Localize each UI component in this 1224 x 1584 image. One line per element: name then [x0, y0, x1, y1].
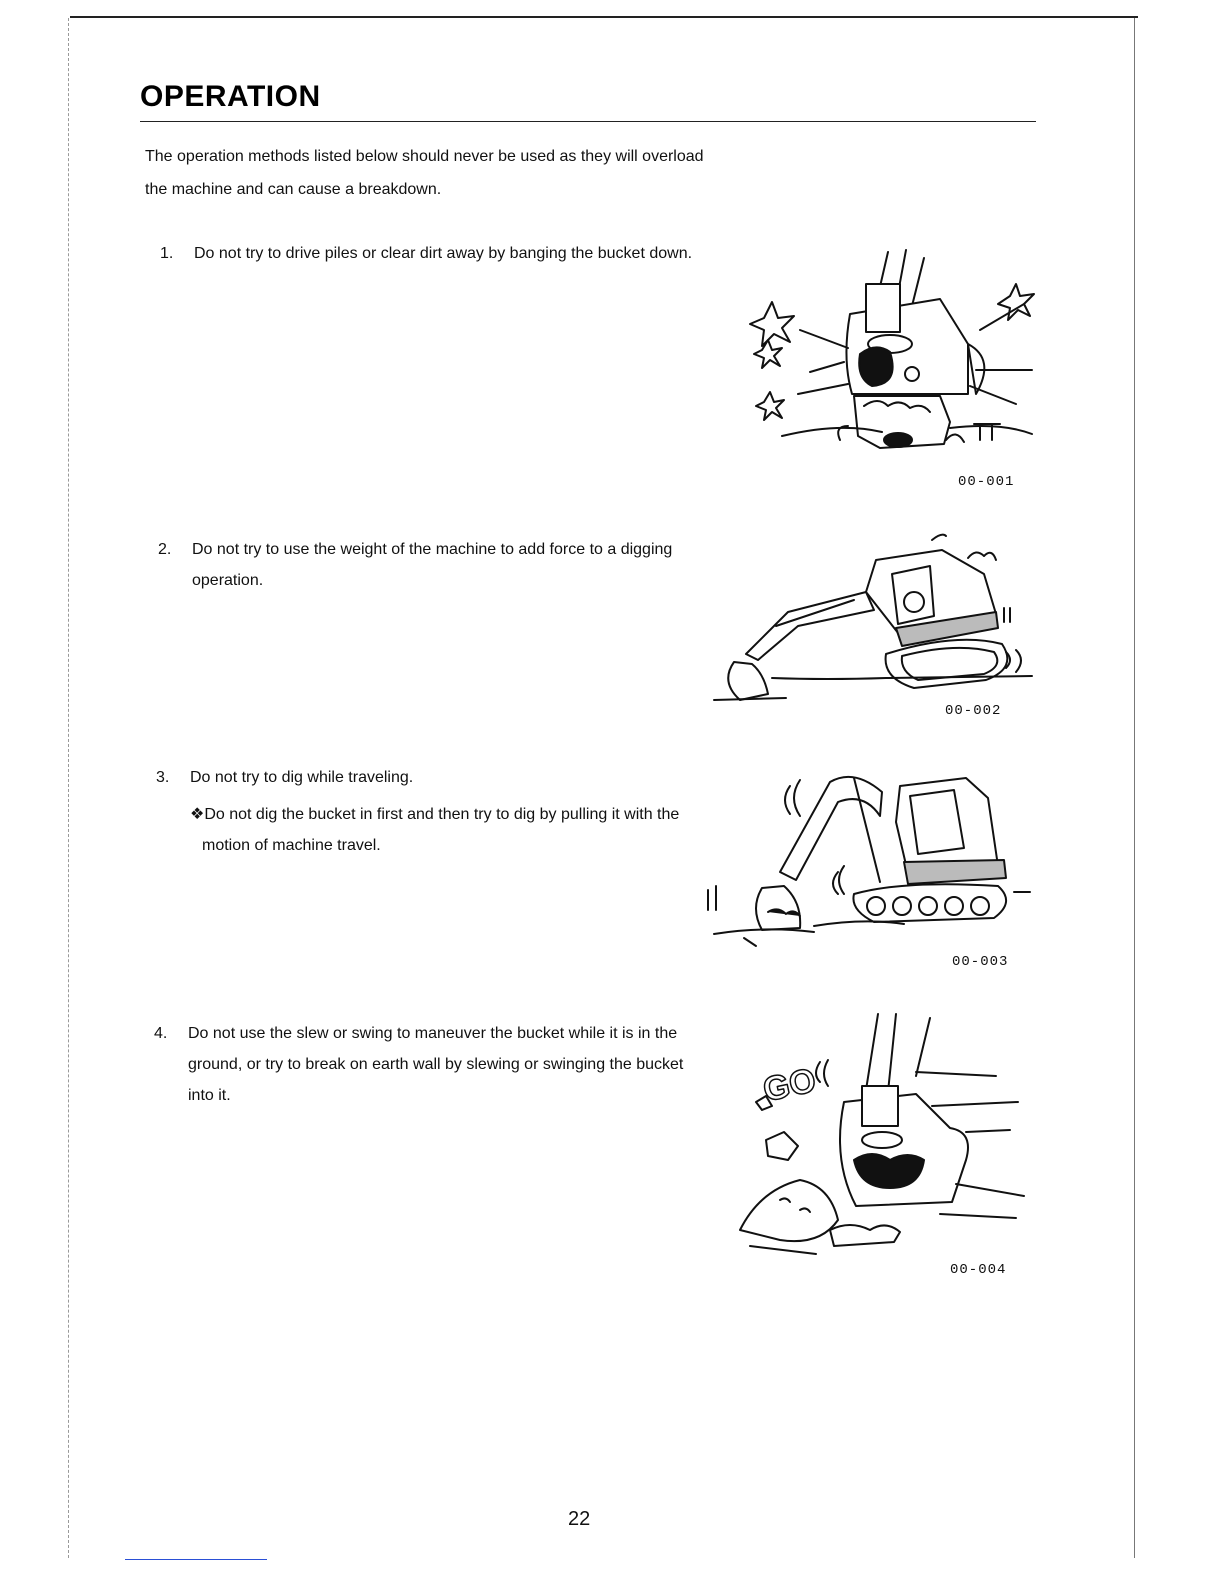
- item-subnote: ❖Do not dig the bucket in first and then try to dig by pulling it with the motion of machine travel.: [190, 806, 680, 854]
- excavator-pressing-illustration-icon: [706, 528, 1036, 708]
- item-text: Do not try to use the weight of the machine to add force to a digging operation.: [192, 541, 673, 589]
- item-number: 2.: [158, 541, 172, 558]
- item-text: Do not try to drive piles or clear dirt away by banging the bucket down.: [194, 245, 693, 262]
- item-number: 1.: [160, 245, 174, 262]
- page-heading: OPERATION: [140, 80, 321, 113]
- item-text: Do not try to dig while traveling.: [190, 769, 414, 786]
- right-margin-rule: [1134, 18, 1135, 1558]
- left-margin-rule: [68, 18, 69, 1558]
- figure-code: 00-002: [945, 703, 1002, 719]
- top-border-rule: [70, 16, 1138, 18]
- bucket-swinging-illustration-icon: [720, 1010, 1030, 1260]
- figure-code: 00-004: [950, 1262, 1007, 1278]
- item-text-block: [190, 762, 690, 861]
- intro-paragraph: The operation methods listed below should never be used as they will overload the machine and can cause a breakdown.: [145, 148, 704, 198]
- page-number: 22: [568, 1508, 591, 1530]
- heading-underline: [140, 121, 1036, 122]
- item-number: 3.: [156, 769, 170, 786]
- figure-code: 00-001: [958, 474, 1015, 490]
- go-sound-effect: GO: [759, 1061, 820, 1110]
- excavator-traveling-illustration-icon: [704, 762, 1034, 957]
- bucket-banging-illustration-icon: [740, 244, 1040, 484]
- item-number: 4.: [154, 1025, 168, 1042]
- figure-code: 00-003: [952, 954, 1009, 970]
- footer-link-underline: [125, 1559, 267, 1560]
- item-text: Do not use the slew or swing to maneuver the bucket while it is in the ground, or try to break on earth wall by slewing or swinging the bucket into it.: [188, 1025, 684, 1104]
